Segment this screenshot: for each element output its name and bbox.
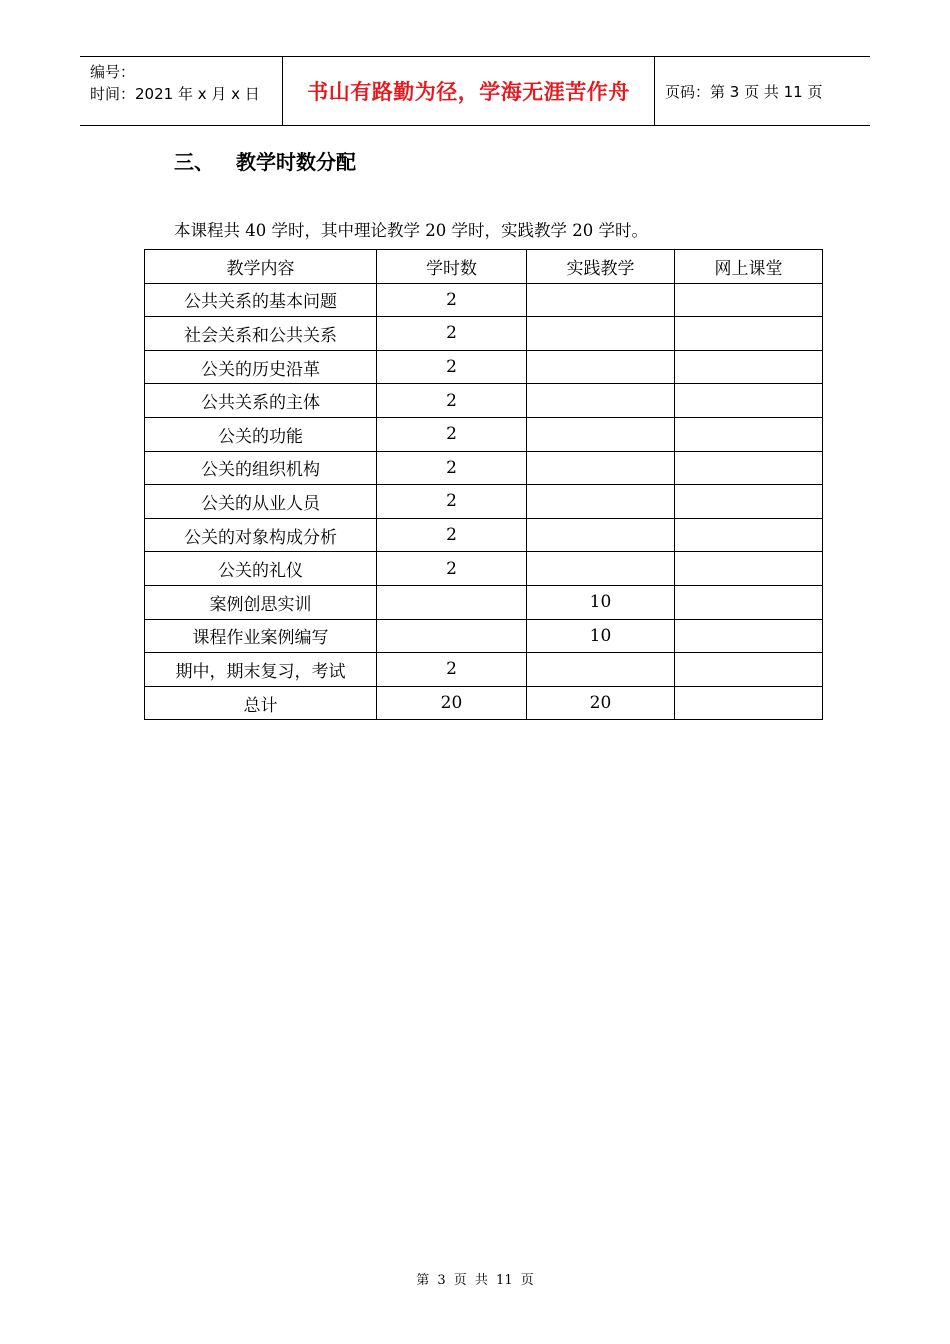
cell-content: 公关的历史沿革 bbox=[145, 350, 377, 384]
cell-online bbox=[675, 350, 823, 384]
cell-content: 课程作业案例编写 bbox=[145, 619, 377, 653]
section-heading bbox=[174, 146, 356, 175]
cell-practice bbox=[527, 350, 675, 384]
column-header-online: 网上课堂 bbox=[675, 250, 823, 284]
table-row bbox=[145, 552, 823, 586]
cell-online bbox=[675, 417, 823, 451]
cell-hours: 20 bbox=[377, 686, 527, 720]
cell-online bbox=[675, 619, 823, 653]
section-title: 教学时数分配 bbox=[236, 150, 356, 174]
cell-practice bbox=[527, 451, 675, 485]
cell-hours: 2 bbox=[377, 417, 527, 451]
cell-online bbox=[675, 653, 823, 687]
cell-content: 期中，期末复习，考试 bbox=[145, 653, 377, 687]
table-body bbox=[145, 283, 823, 720]
cell-practice: 10 bbox=[527, 619, 675, 653]
cell-hours: 2 bbox=[377, 653, 527, 687]
table-row bbox=[145, 417, 823, 451]
page-header bbox=[80, 56, 870, 126]
table-row bbox=[145, 485, 823, 519]
teaching-hours-table bbox=[144, 249, 823, 720]
table-row bbox=[145, 283, 823, 317]
page-footer: 第 3 页 共 11 页 bbox=[416, 1273, 534, 1288]
cell-online bbox=[675, 518, 823, 552]
table-row bbox=[145, 619, 823, 653]
document-time: 时间：2021 年 x 月 x 日 bbox=[90, 85, 260, 103]
cell-content: 公关的礼仪 bbox=[145, 552, 377, 586]
header-motto-cell bbox=[282, 57, 655, 125]
cell-content: 公关的组织机构 bbox=[145, 451, 377, 485]
table-row bbox=[145, 518, 823, 552]
cell-hours bbox=[377, 619, 527, 653]
cell-online bbox=[675, 552, 823, 586]
cell-practice bbox=[527, 384, 675, 418]
cell-content: 公关的功能 bbox=[145, 417, 377, 451]
table-row bbox=[145, 317, 823, 351]
cell-online bbox=[675, 283, 823, 317]
cell-practice bbox=[527, 653, 675, 687]
table-header-row bbox=[145, 250, 823, 284]
cell-hours: 2 bbox=[377, 384, 527, 418]
header-meta bbox=[80, 57, 282, 125]
cell-content: 社会关系和公共关系 bbox=[145, 317, 377, 351]
cell-online bbox=[675, 451, 823, 485]
table-row bbox=[145, 384, 823, 418]
cell-practice bbox=[527, 518, 675, 552]
cell-online bbox=[675, 585, 823, 619]
cell-content: 公关的从业人员 bbox=[145, 485, 377, 519]
column-header-practice: 实践教学 bbox=[527, 250, 675, 284]
cell-practice bbox=[527, 417, 675, 451]
table-row bbox=[145, 653, 823, 687]
cell-practice bbox=[527, 317, 675, 351]
cell-hours: 2 bbox=[377, 485, 527, 519]
cell-practice bbox=[527, 283, 675, 317]
cell-content: 公共关系的主体 bbox=[145, 384, 377, 418]
cell-hours bbox=[377, 585, 527, 619]
table-row bbox=[145, 585, 823, 619]
document-number-label: 编号： bbox=[90, 63, 136, 81]
cell-hours: 2 bbox=[377, 283, 527, 317]
cell-online bbox=[675, 686, 823, 720]
cell-practice bbox=[527, 485, 675, 519]
cell-content: 公关的对象构成分析 bbox=[145, 518, 377, 552]
table-row bbox=[145, 451, 823, 485]
cell-practice bbox=[527, 552, 675, 586]
section-number: 三、 bbox=[174, 150, 214, 174]
cell-practice: 20 bbox=[527, 686, 675, 720]
cell-hours: 2 bbox=[377, 451, 527, 485]
table-row bbox=[145, 686, 823, 720]
header-page-code-cell bbox=[655, 57, 870, 125]
table-row bbox=[145, 350, 823, 384]
cell-content: 总计 bbox=[145, 686, 377, 720]
column-header-content: 教学内容 bbox=[145, 250, 377, 284]
header-page-code: 页码：第 3 页 共 11 页 bbox=[665, 82, 823, 101]
cell-hours: 2 bbox=[377, 350, 527, 384]
cell-online bbox=[675, 485, 823, 519]
cell-practice: 10 bbox=[527, 585, 675, 619]
cell-hours: 2 bbox=[377, 552, 527, 586]
column-header-hours: 学时数 bbox=[377, 250, 527, 284]
header-motto: 书山有路勤为径，学海无涯苦作舟 bbox=[307, 80, 630, 104]
cell-hours: 2 bbox=[377, 518, 527, 552]
cell-content: 案例创思实训 bbox=[145, 585, 377, 619]
intro-paragraph: 本课程共 40 学时，其中理论教学 20 学时，实践教学 20 学时。 bbox=[174, 221, 648, 240]
cell-online bbox=[675, 384, 823, 418]
cell-content: 公共关系的基本问题 bbox=[145, 283, 377, 317]
cell-online bbox=[675, 317, 823, 351]
cell-hours: 2 bbox=[377, 317, 527, 351]
